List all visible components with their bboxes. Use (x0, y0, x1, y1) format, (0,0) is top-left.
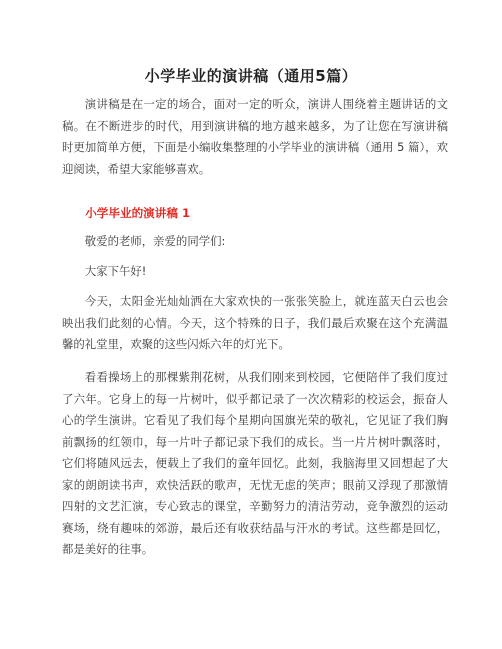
intro-paragraph: 演讲稿是在一定的场合，面对一定的听众，演讲人围绕着主题讲话的文稿。在不断进步的时代，用到演讲稿的地方越来越多，为了让您在写演讲稿时更加简单方便，下面是小编收集整理的小学毕业的演讲稿（通用 5 篇），欢迎阅读，希望大家能够喜欢。 (62, 97, 448, 176)
greeting-line: 敬爱的老师，亲爱的同学们: (84, 234, 226, 248)
body-paragraph-2: 看看操场上的那棵紫荆花树，从我们刚来到校园，它便陪伴了我们度过了六年。它身上的每一片树叶，似乎都记录了一次次精彩的校运会，振奋人心的学生演讲。它看见了我们每个星期向国旗光荣的敬礼，它见证了我们胸前飘扬的红领巾，每一片叶子都记录下我们的成长。当一片片树叶飘落时，它们将随风远去，便载上了我们的童年回忆。此刻，我脑海里又回想起了大家的朗朗读书声，欢快活跃的歌声，无忧无虑的笑声；眼前又浮现了那激情四射的文艺汇演，专心致志的课堂，辛勤努力的清洁劳动，竞争激烈的运动赛场，绕有趣味的郊游，最后还有收获结晶与汗水的考试。这些都是回忆，都是美好的往事。 (62, 370, 448, 556)
document-title: 小学毕业的演讲稿（通用5篇） (144, 67, 358, 85)
body-paragraph-1: 今天，太阳金光灿灿洒在大家欢快的一张张笑脸上，就连蓝天白云也会映出我们此刻的心情。今天，这个特殊的日子，我们最后欢聚在这个充满温馨的礼堂里，欢聚的这些闪烁六年的灯光下。 (62, 294, 448, 351)
hello-line: 大家下午好! (84, 264, 147, 278)
section-heading: 小学毕业的演讲稿 1 (85, 206, 191, 220)
